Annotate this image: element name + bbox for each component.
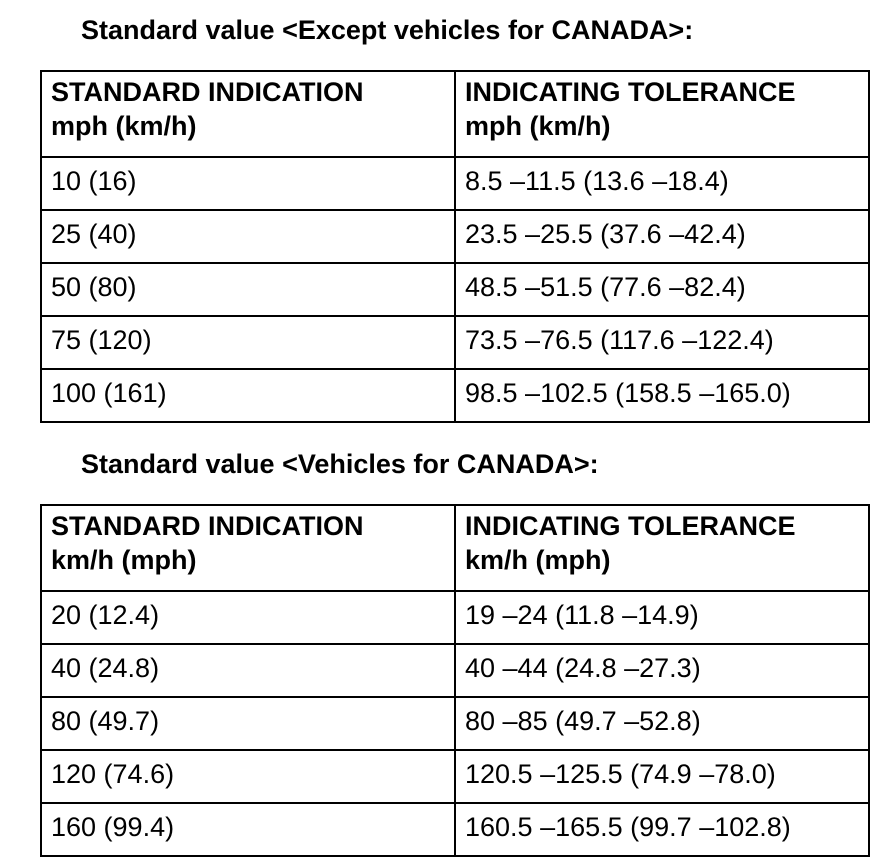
indicating-tolerance-cell: 160.5 –165.5 (99.7 –102.8) <box>455 803 869 856</box>
standard-indication-cell: 160 (99.4) <box>41 803 455 856</box>
indicating-tolerance-cell: 48.5 –51.5 (77.6 –82.4) <box>455 263 869 316</box>
table-row <box>41 803 869 856</box>
standard-indication-cell: 80 (49.7) <box>41 697 455 750</box>
indicating-tolerance-cell: 40 –44 (24.8 –27.3) <box>455 644 869 697</box>
header-standard-indication-title: STANDARD INDICATION <box>51 511 364 541</box>
header-indicating-tolerance <box>455 71 869 157</box>
indicating-tolerance-cell: 120.5 –125.5 (74.9 –78.0) <box>455 750 869 803</box>
standard-indication-cell: 120 (74.6) <box>41 750 455 803</box>
table-header-row <box>41 71 869 157</box>
header-indicating-tolerance <box>455 505 869 591</box>
header-indicating-tolerance-title: INDICATING TOLERANCE <box>465 511 796 541</box>
header-standard-indication <box>41 505 455 591</box>
table-row <box>41 210 869 263</box>
standard-indication-cell: 10 (16) <box>41 157 455 210</box>
table-caption-except-canada: Standard value <Except vehicles for CANADA>: <box>81 15 694 45</box>
indicating-tolerance-cell: 19 –24 (11.8 –14.9) <box>455 591 869 644</box>
header-standard-indication-unit: km/h (mph) <box>51 545 197 575</box>
table-row <box>41 369 869 422</box>
standard-indication-cell: 50 (80) <box>41 263 455 316</box>
table-row <box>41 316 869 369</box>
table-row <box>41 591 869 644</box>
header-indicating-tolerance-unit: mph (km/h) <box>465 111 611 141</box>
table-caption-canada: Standard value <Vehicles for CANADA>: <box>81 449 599 479</box>
table-header-row <box>41 505 869 591</box>
table-row <box>41 644 869 697</box>
standard-indication-cell: 40 (24.8) <box>41 644 455 697</box>
speedometer-table-except-canada <box>40 70 870 423</box>
header-indicating-tolerance-unit: km/h (mph) <box>465 545 611 575</box>
indicating-tolerance-cell: 8.5 –11.5 (13.6 –18.4) <box>455 157 869 210</box>
table-row <box>41 157 869 210</box>
speedometer-table-canada <box>40 504 870 857</box>
table-row <box>41 697 869 750</box>
header-standard-indication <box>41 71 455 157</box>
standard-indication-cell: 100 (161) <box>41 369 455 422</box>
indicating-tolerance-cell: 80 –85 (49.7 –52.8) <box>455 697 869 750</box>
table-row <box>41 750 869 803</box>
header-indicating-tolerance-title: INDICATING TOLERANCE <box>465 77 796 107</box>
header-standard-indication-title: STANDARD INDICATION <box>51 77 364 107</box>
standard-indication-cell: 20 (12.4) <box>41 591 455 644</box>
indicating-tolerance-cell: 73.5 –76.5 (117.6 –122.4) <box>455 316 869 369</box>
header-standard-indication-unit: mph (km/h) <box>51 111 197 141</box>
table-row <box>41 263 869 316</box>
standard-indication-cell: 25 (40) <box>41 210 455 263</box>
standard-indication-cell: 75 (120) <box>41 316 455 369</box>
indicating-tolerance-cell: 23.5 –25.5 (37.6 –42.4) <box>455 210 869 263</box>
indicating-tolerance-cell: 98.5 –102.5 (158.5 –165.0) <box>455 369 869 422</box>
